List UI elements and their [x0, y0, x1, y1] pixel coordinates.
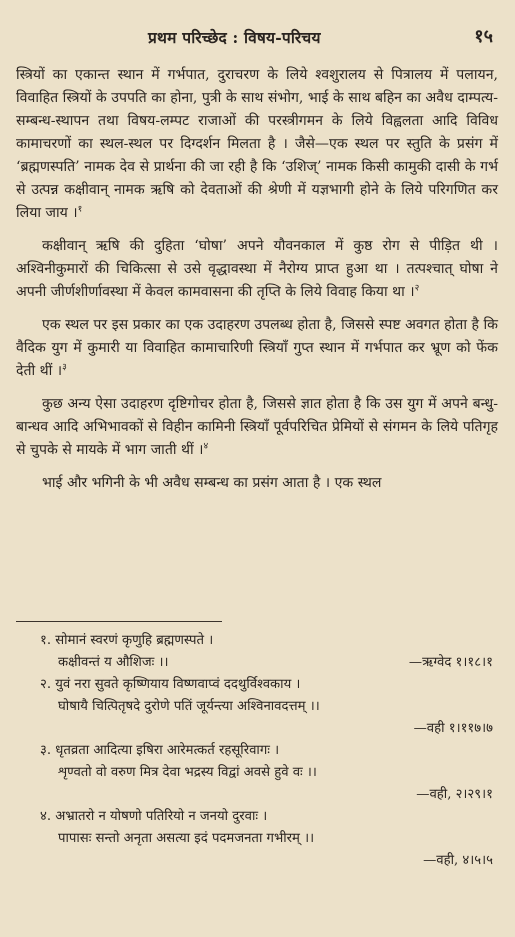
footnote-line-text: कक्षीवन्तं य औशिजः ।।: [58, 655, 169, 670]
footnote-mark: १: [77, 204, 83, 215]
page-number: १५: [474, 26, 493, 47]
footnote-line: पापासः सन्तो अनृता असत्या इदं पदमजनता गभीरम् ।।: [58, 831, 315, 846]
footnote-line: [40, 652, 495, 674]
paragraph: [16, 235, 498, 304]
footnote-ref: —वही १।११७।७: [413, 721, 493, 736]
footnote-ref: —वही, २।२९।१: [416, 787, 493, 802]
main-text: [16, 64, 498, 505]
paragraph: [16, 64, 498, 225]
footnote-ref: —वही, ४।५।५: [423, 853, 493, 868]
footnote-mark: २: [414, 283, 420, 294]
footnote-line: २. युवं नरा सुवते कृष्णियाय विष्णवाप्वं ददथुर्विश्वकाय ।: [40, 677, 301, 692]
footnote: [40, 740, 495, 806]
paragraph-text: कुछ अन्य ऐसा उदाहरण दृष्टिगोचर होता है, जिससे ज्ञात होता है कि उस युग में अपने बन्धु-बान्धव आदि अभिभावकों से विहीन कामिनी स्त्रियाँ पूर्वपरिचित प्रेमियों से संगमन के लिये पतिगृह से चुपके से मायके में भाग जाती थीं ।: [16, 396, 498, 458]
footnote-mark: ३: [62, 362, 67, 373]
footnote-line: १. सोमानं स्वरणं कृणुहि ब्रह्मणस्पते ।: [40, 633, 214, 648]
paragraph: [16, 472, 498, 495]
page-header: [0, 26, 515, 50]
footnote-ref: —ऋग्वेद १।१८।१: [408, 655, 493, 670]
paragraph: [16, 393, 498, 462]
footnote: [40, 806, 495, 872]
footnote: [40, 630, 495, 674]
footnotes: [40, 630, 495, 872]
paragraph: [16, 314, 498, 383]
paragraph-text: स्त्रियों का एकान्त स्थान में गर्भपात, दुराचरण के लिये श्वशुरालय से पित्रालय में पलायन, विवाहित स्त्रियों के उपपति का होना, पुत्री के साथ संभोग, भाई के साथ बहिन का अवैध दाम्पत्य-सम्बन्ध-स्थापन तथा विषय-लम्पट राजाओं की परस्त्रीगमन के लिये विह्वलता आदि विविध कामाचरणों का स्थल-स्थल पर दिग्दर्शन मिलता है । जैसे—एक स्थल पर स्तुति के प्रसंग में ‘ब्रह्मणस्पति’ नामक देव से प्रार्थना की जा रही है कि ‘उशिज्’ नामक किसी कामुकी दासी के गर्भ से उत्पन्न कक्षीवान् नामक ऋषि को देवताओं की श्रेणी में यज्ञभागी होने के लिये परिगणित कर लिया जाय ।: [16, 67, 498, 221]
footnote-line: ४. अभ्रातरो न योषणो पतिरियो न जनयो दुरवाः ।: [40, 809, 268, 824]
footnote: [40, 674, 495, 740]
footnote-line: घोषायै चित्पितृषदे दुरोणे पतिं जूर्यन्त्या अश्विनावदत्तम् ।।: [58, 699, 320, 714]
paragraph-text: कक्षीवान् ऋषि की दुहिता ‘घोषा’ अपने यौवनकाल में कुष्ठ रोग से पीड़ित थी । अश्विनीकुमारों की चिकित्सा से उसे वृद्धावस्था में नैरोग्य प्राप्त हुआ था । तत्पश्चात् घोषा ने अपनी जीर्णशीर्णावस्था में केवल कामवासना की तृप्ति के लिये विवाह किया था ।: [16, 238, 498, 300]
footnote-line: ३. धृतव्रता आदित्या इषिरा आरेमत्कर्त रहसूरिवागः ।: [40, 743, 280, 758]
footnote-mark: ४: [203, 441, 209, 452]
paragraph-text: भाई और भगिनी के भी अवैध सम्बन्ध का प्रसंग आता है । एक स्थल: [42, 475, 382, 491]
footnote-divider: [16, 621, 222, 622]
footnote-line: शृण्वतो वो वरुण मित्र देवा भद्रस्य विद्वां अवसे हुवे वः ।।: [58, 765, 317, 780]
paragraph-text: एक स्थल पर इस प्रकार का एक उदाहरण उपलब्ध होता है, जिससे स्पष्ट अवगत होता है कि वैदिक युग में कुमारी या विवाहित कामाचारिणी स्त्रियाँ गुप्त स्थान में गर्भपात कर भ्रूण को फेंक देती थीं ।: [16, 317, 498, 379]
chapter-title: प्रथम परिच्छेद : विषय-परिचय: [148, 28, 321, 47]
